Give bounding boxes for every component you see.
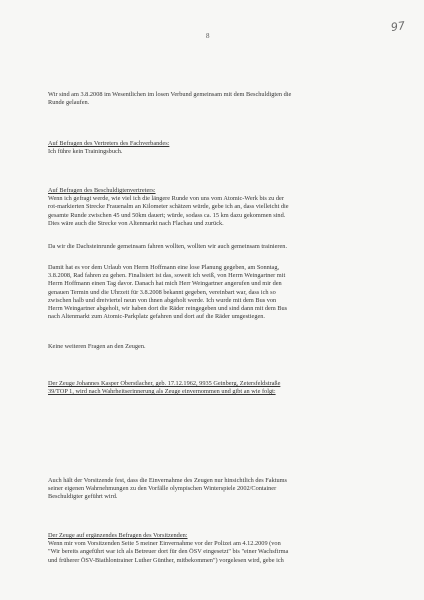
paragraph-no-further-questions [48,343,380,351]
paragraph-testimony-route [48,91,380,107]
section-heading: Auf Befragen des Beschuldigtenvertreters: [48,187,156,194]
handwritten-page-number: 97 [390,19,406,34]
text-line: Runde gelaufen. [48,99,90,107]
page-number: 8 [206,32,210,40]
paragraph-dachsteinrunde [48,243,380,251]
paragraph-defense-questions [48,187,380,228]
paragraph-supplementary-questions [48,532,380,565]
text-line: genauen Termin und die Uhrzeit für 3.8.2008 bekannt gegeben, vereinbart war, dass ich so [48,288,276,296]
text-line: Herrn Weingartner abgeholt, wir haben dort die Räder reingegeben und sind dann mit dem Bus [48,305,288,313]
text-line: Herrn Hoffmann einen Tag davor. Danach hat mich Herr Weingartner angerufen und mir den [48,280,282,288]
underlined-line: 39/TOP 1, wird nach Wahrheitserinnerung als Zeuge einvernommen und gibt an wie folgt: [48,388,276,396]
underlined-line: Der Zeuge Johannes Kasper Oberstlacher, geb. 17.12.1962, 9935 Geinberg, Zetersfeldstraße [48,380,281,387]
paragraph-planning [48,264,380,321]
text-line: Wenn mir vom Vorsitzenden Seite 5 meiner Einvernahme vor der Polizei am 4.12.2009 (von [48,540,281,548]
text-line: zwischen halb und dreiviertel neun von ihnen abgeholt werde. Ich wurde mit dem Bus von [48,296,277,304]
text-line: gesamte Runde zwischen 45 und 50km dauert; würde, sodass ca. 15 km dazu gekommen sind. [48,211,286,219]
section-heading: Der Zeuge auf ergänzendes Befragen des Vorsitzenden: [48,532,188,539]
text-line: Ich führe kein Trainingsbuch. [48,148,123,156]
text-line: rot-markierten Strecke Frauenalm an Kilometer schätzen würde, gebe ich an, dass vielleicht die [48,203,289,211]
text-line: nach Altenmarkt zum Atomic-Parkplatz gefahren und dort auf die Räder umgestiegen. [48,313,265,321]
text-line: Damit hat es vor dem Urlaub von Herrn Hoffmann eine lose Planung gegeben, am Sonntag, [48,264,280,271]
text-line: seiner eigenen Wahrnehmungen zu den Vorfälle olympischen Winterspiele 2002/Container [48,485,277,493]
text-line: Wenn ich gefragt werde, wie viel ich die längere Runde von uns vom Atomic-Werk bis zu der [48,195,284,203]
text-line: und früherer ÖSV-Biathlontrainer Luther Günther, mitbekommen") vorgelesen wird, gebe ich [48,556,284,564]
text-line: Beschuldigter geführt wird. [48,493,118,501]
paragraph-fachverband-questions [48,140,380,156]
text-line: "Wir bereits angeführt war ich als Betreuer dort für den ÖSV eingesetzt" bis "einer Wachsfirma [48,548,289,556]
text-line: Dies wäre auch die Strecke von Altenmarkt nach Flachau und zurück. [48,219,224,227]
text-line: 3.8.2008, Rad fahren zu gehen. Finalisiert ist das, soweit ich weiß, von Herrn Weingartner mit [48,272,286,280]
paragraph-chair-statement [48,477,380,502]
text-line: Da wir die Dachsteinrunde gemeinsam fahren wollten, wollten wir auch gemeinsam trainieren. [48,243,288,250]
text-line: Auch hält der Vorsitzende fest, dass die Einvernahme des Zeugen nur hinsichtlich des Faktums [48,477,287,484]
text-line: Wir sind am 3.8.2008 im Wesentlichen im losen Verbund gemeinsam mit dem Beschuldigten die [48,91,292,98]
paragraph-witness-intro [48,380,380,396]
section-heading: Auf Befragen des Vertreters des Fachverbandes: [48,140,170,147]
text-line: Keine weiteren Fragen an den Zeugen. [48,343,146,350]
